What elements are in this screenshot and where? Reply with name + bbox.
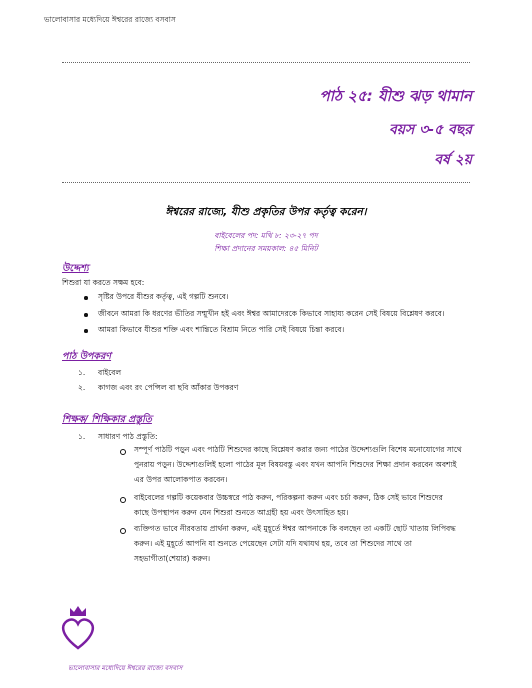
prep-sub-line: সহভাগীতা(শেয়ার) করুন। (134, 554, 211, 563)
lesson-subtitle: ঈশ্বরের রাজ্যে, যীশু প্রকৃতির উপর কর্তৃত্ব করেন। (165, 206, 367, 218)
list-number: ২. (78, 383, 86, 392)
circle-bullet-icon (120, 528, 126, 534)
lesson-age: বয়স ৩-৫ বছর (388, 122, 472, 138)
objectives-intro: শিশুরা যা করতে সক্ষম হবে: (62, 278, 145, 287)
materials-heading: পাঠ উপকরণ (62, 351, 112, 362)
list-number: ১. (78, 432, 86, 441)
divider-top (62, 62, 470, 63)
objectives-heading: উদ্দেশ্য (62, 263, 89, 274)
prep-sub-line: এর উপর আলোকপাত করবেন। (134, 475, 228, 484)
prep-sub-line: সম্পূর্ণ পাঠটি পড়ুন এবং পাঠটি শিশুদের কাছে বিশ্লেষণ করার জন্য পাঠের উদ্দেশ্যগুলি বিশেষ মনোযোগের সাথে (134, 445, 462, 454)
prep-sub-line: পুনরায় পড়ুন। উদ্দেশ্যগুলিই হলো পাঠের মূল বিষয়বস্তু এবং যখন আপনি শিশুদের শিক্ষা প্রদান করবেন অবশ্যই (134, 460, 457, 469)
list-number: ১. (78, 368, 86, 377)
prep-sub-line: কাছে উপস্থাপন করুন যেন শিশুরা শুনতে আগ্রহী হয় এবং উৎসাহিত হয়। (134, 508, 349, 517)
circle-bullet-icon (120, 497, 126, 503)
prep-heading: শিক্ষক/ শিক্ষিকার প্রস্তুতি (62, 414, 152, 425)
lesson-year: বর্ষ ২য় (434, 152, 472, 168)
bullet-icon (84, 296, 88, 300)
lesson-duration: শিক্ষা প্রদানের সময়কাল: ৪৫ মিনিট (214, 244, 318, 253)
bible-reference: বাইবেলের পদ: মথি ৮: ২৩-২৭ পদ (214, 231, 318, 240)
footer-text: ভালোবাসার মধ্যেদিয়ে ঈশ্বরের রাজ্যে বসবাস (68, 664, 183, 672)
bullet-icon (84, 313, 88, 317)
circle-bullet-icon (120, 449, 126, 455)
bullet-icon (84, 329, 88, 333)
crown-heart-logo (58, 604, 98, 652)
prep-sub-line: ব্যক্তিগত ভাবে নীরবতায় প্রার্থনা করুন, এই মুহূর্তে ঈশ্বর আপনাকে কি বলছেন তা একটি ছোট খাতায় লিপিবদ্ধ (134, 524, 456, 533)
prep-sub-line: করুন। এই মুহূর্তে আপনি যা শুনতে পেয়েছেন সেটা যদি যথাযথ হয়, তবে তা শিশুদের সাথে তা (134, 539, 412, 548)
prep-item: সাধারণ পাঠ প্রস্তুতি: (98, 432, 158, 441)
prep-sub-line: বাইবেলের গল্পটি কয়েকবার উচ্চস্বরে পাঠ করুন, পরিকল্পনা করুন এবং চর্চা করুন, ঠিক সেই ভাবে শিশুদের (134, 493, 443, 502)
objective-item: সৃষ্টির উপরে যীশুর কর্তৃত্ব, এই গল্পটি শুনবে। (98, 292, 229, 301)
material-item: বাইবেল (98, 368, 122, 377)
objective-item: আমরা কিভাবে যীশুর শক্তি এবং শান্তিতে বিশ্রাম নিতে পারি সেই বিষয়ে চিন্তা করবে। (98, 325, 345, 334)
lesson-title: পাঠ ২৫: যীশু ঝড় থামান (319, 87, 472, 105)
running-header: ভালোবাসার মধ্যেদিয়ে ঈশ্বরের রাজ্যে বসবাস (44, 15, 176, 24)
divider-middle (62, 182, 470, 183)
objective-item: জীবনে আমরা কি ধরণের ভীতির সম্মুখীন হই এবং ঈশ্বর আমাদেরকে কিভাবে সাহায্য করেন সেই বিষয়ে বিশ্লেষণ করবে। (98, 309, 445, 318)
material-item: কাগজ এবং রং পেন্সিল বা ছবি আঁকার উপকরণ (98, 383, 239, 392)
